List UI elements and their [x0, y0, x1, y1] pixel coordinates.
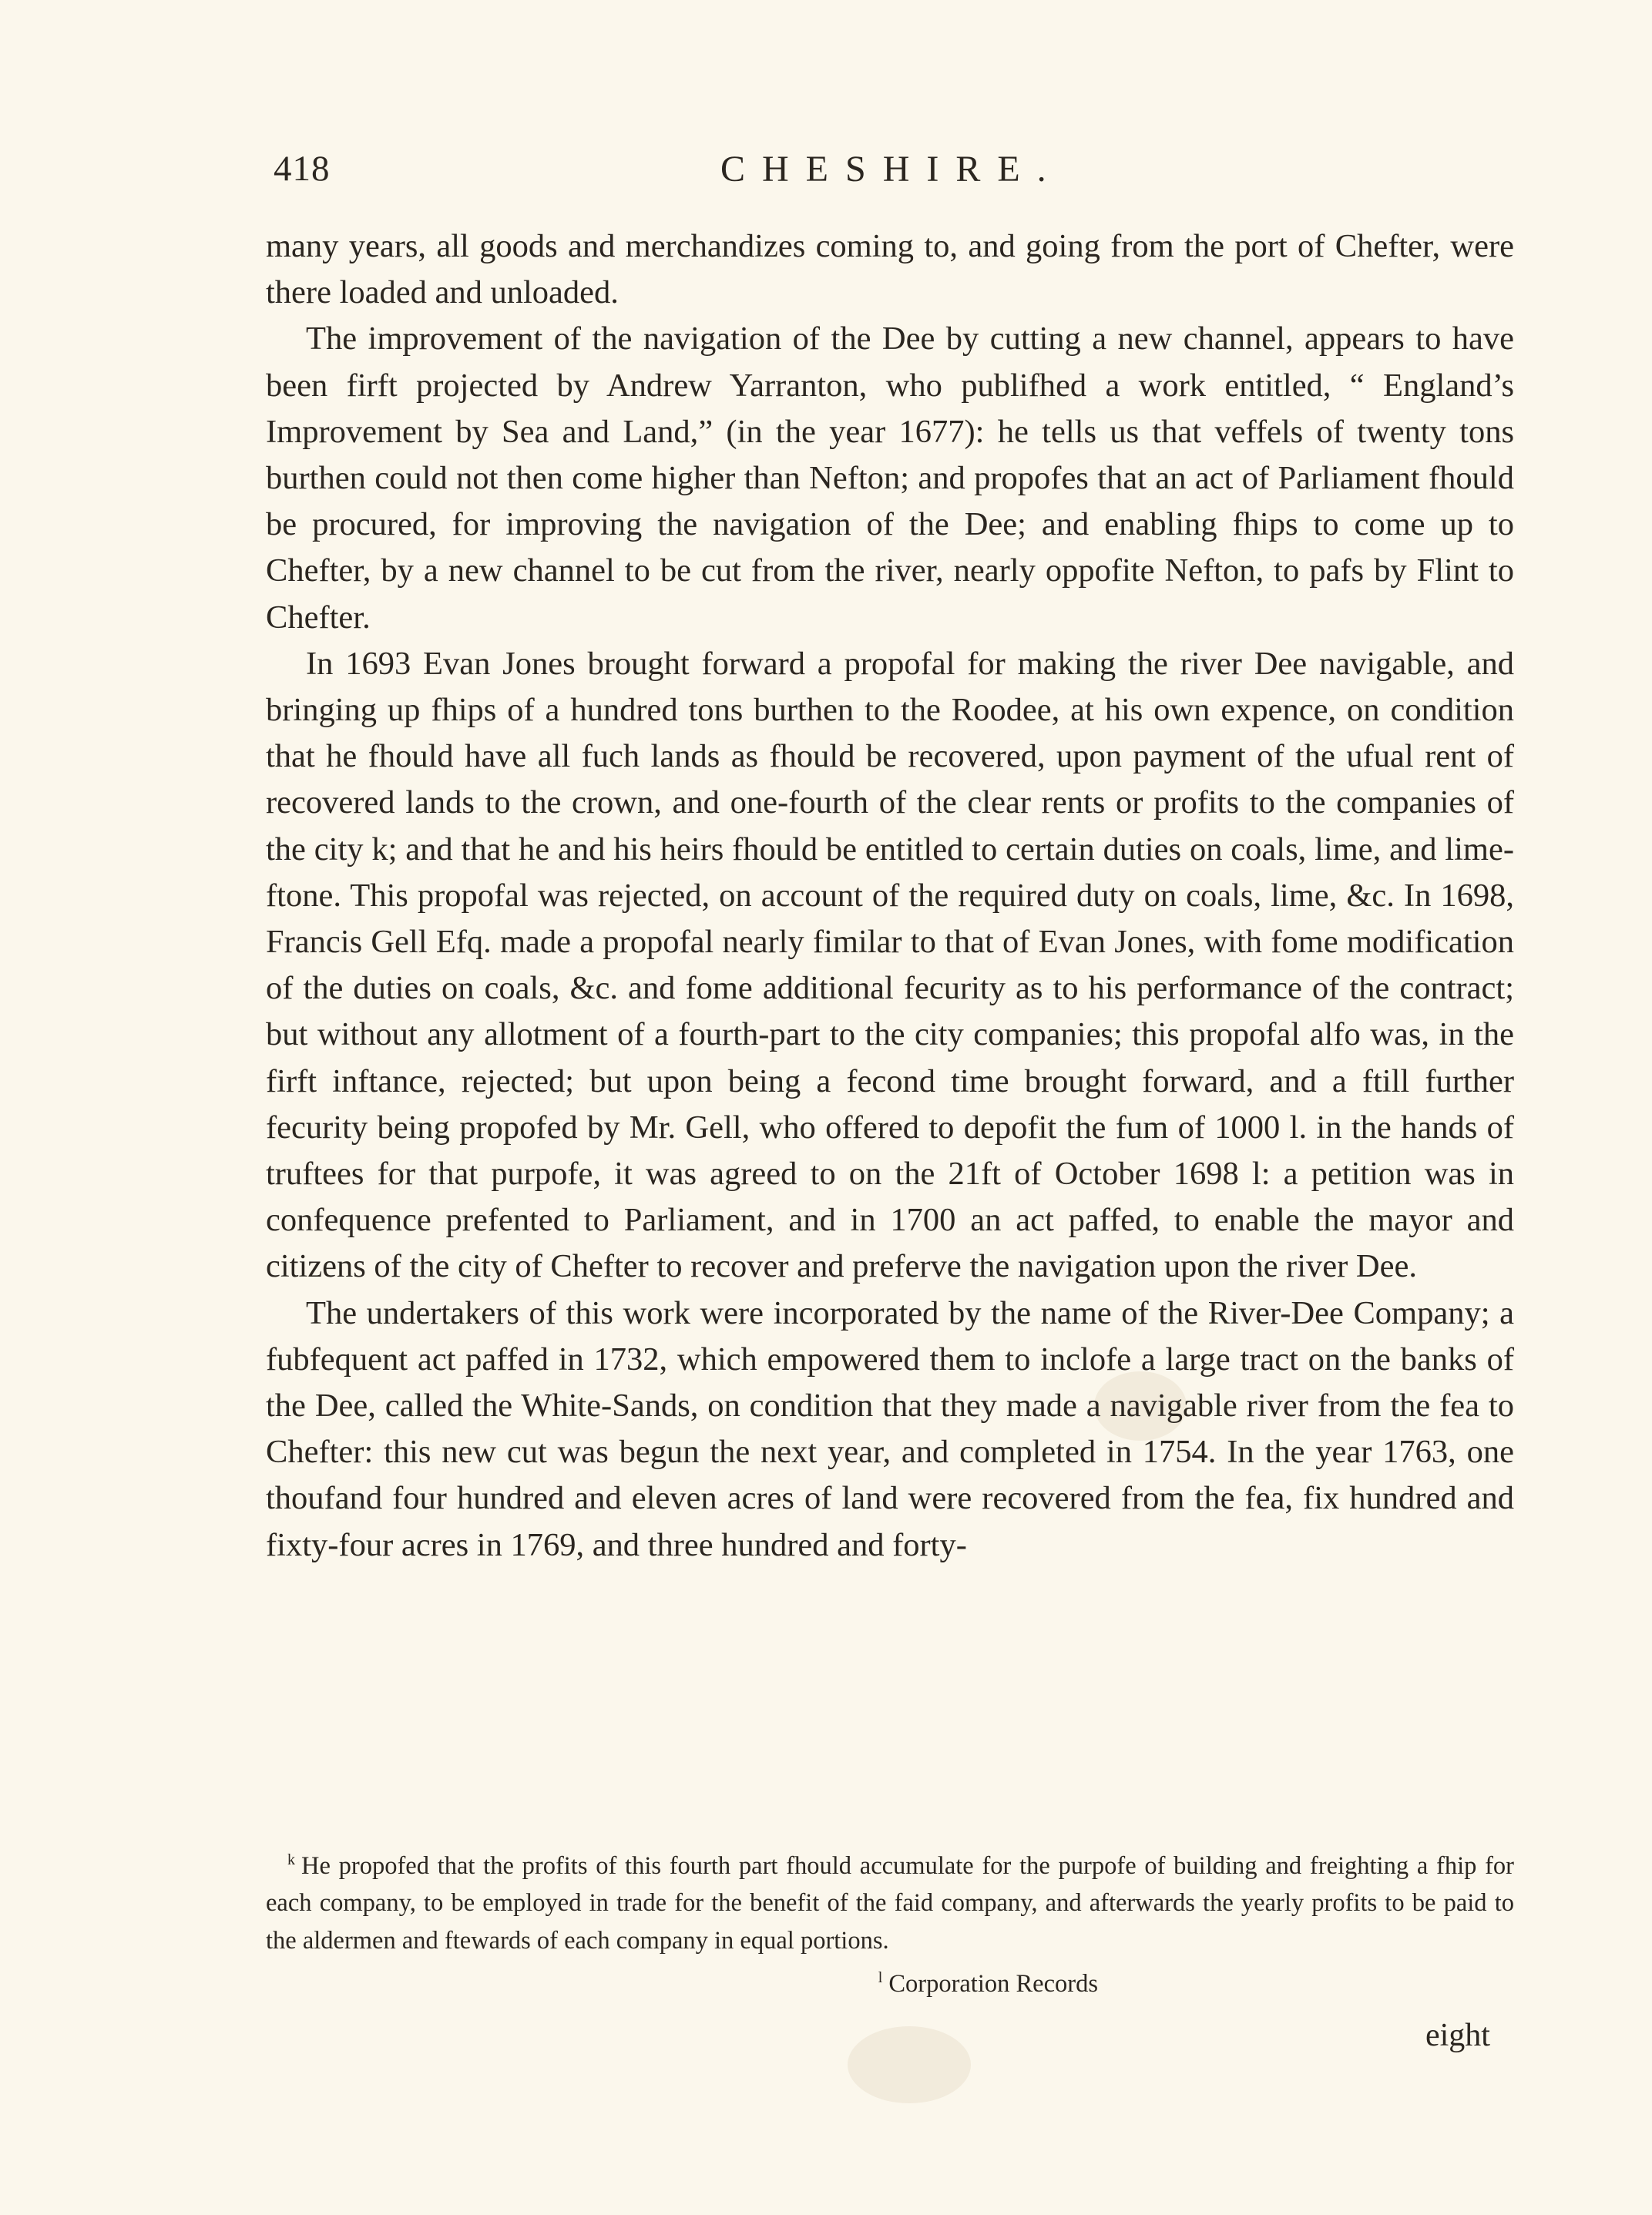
- paper-stain: [848, 2026, 971, 2103]
- footnote-k-text: He propofed that the profits of this fourth part fhould accumulate for the purpofe of building and freighting a fhip for each company, to be employed in trade for the benefit of the faid company, and afterwards the yearly profits to be paid to the aldermen and ftewards of each company in equal portions.: [266, 1851, 1514, 1955]
- paragraph: The undertakers of this work were incorporated by the name of the River-Dee Company; a fubfequent act paffed in 1732, which empowered them to inclofe a large tract on the banks of the Dee, called the White-Sands, on condition that they made a navigable river from the fea to Chefter: this new cut was begun the next year, and completed in 1754. In the year 1763, one thoufand four hundred and eleven acres of land were recovered from the fea, fix hundred and fixty-four acres in 1769, and three hundred and forty-: [266, 1294, 1514, 1563]
- footnote-l-line: [266, 1959, 1514, 2002]
- footnote-k: [266, 1841, 1514, 1959]
- footnote-mark-k: k: [287, 1851, 295, 1868]
- running-title: CHESHIRE.: [720, 149, 1063, 190]
- footnote-l: [878, 1959, 1098, 2002]
- paragraph: In 1693 Evan Jones brought forward a propofal for making the river Dee navigable, and bringing up fhips of a hundred tons burthen to the Roodee, at his own expence, on condition that he fhould have all fuch lands as fhould be recovered, upon payment of the ufual rent of recovered lands to the crown, and one-fourth of the clear rents or profits to the companies of the city k; and that he and his heirs fhould be entitled to certain duties on coals, lime, and lime-ftone. This propofal was rejected, on account of the required duty on coals, lime, &c. In 1698, Francis Gell Efq. made a propofal nearly fimilar to that of Evan Jones, with fome modification of the duties on coals, &c. and fome additional fecurity as to his performance of the contract; but without any allotment of a fourth-part to the city companies; this propofal alfo was, in the firft inftance, rejected; but upon being a fecond time brought forward, and a ftill further fecurity being propofed by Mr. Gell, who offered to depofit the fum of 1000 l. in the hands of truftees for that purpofe, it was agreed to on the 21ft of October 1698 l: a petition was in confequence prefented to Parliament, and in 1700 an act paffed, to enable the mayor and citizens of the city of Chefter to recover and preferve the navigation upon the river Dee.: [266, 645, 1514, 1285]
- page-number: 418: [274, 149, 331, 189]
- footnote-mark-l: l: [878, 1969, 883, 1987]
- body-text: [266, 223, 1514, 1569]
- paragraph: many years, all goods and merchandizes coming to, and going from the port of Chefter, were there loaded and unloaded.: [266, 228, 1514, 311]
- footnote-l-text: Corporation Records: [888, 1970, 1098, 1999]
- catchword: eight: [1425, 2018, 1490, 2053]
- page-header: [274, 148, 1506, 202]
- paragraph: The improvement of the navigation of the Dee by cutting a new channel, appears to have been firft projected by Andrew Yarranton, who publifhed a work entitled, “ England’s Improvement by Sea and Land,” (in the year 1677): he tells us that veffels of twenty tons burthen could not then come higher than Nefton; and propofes that an act of Parliament fhould be procured, for improving the navigation of the Dee; and enabling fhips to come up to Chefter, by a new channel to be cut from the river, nearly oppofite Nefton, to pafs by Flint to Chefter.: [266, 321, 1514, 636]
- footnotes: [266, 1841, 1514, 2003]
